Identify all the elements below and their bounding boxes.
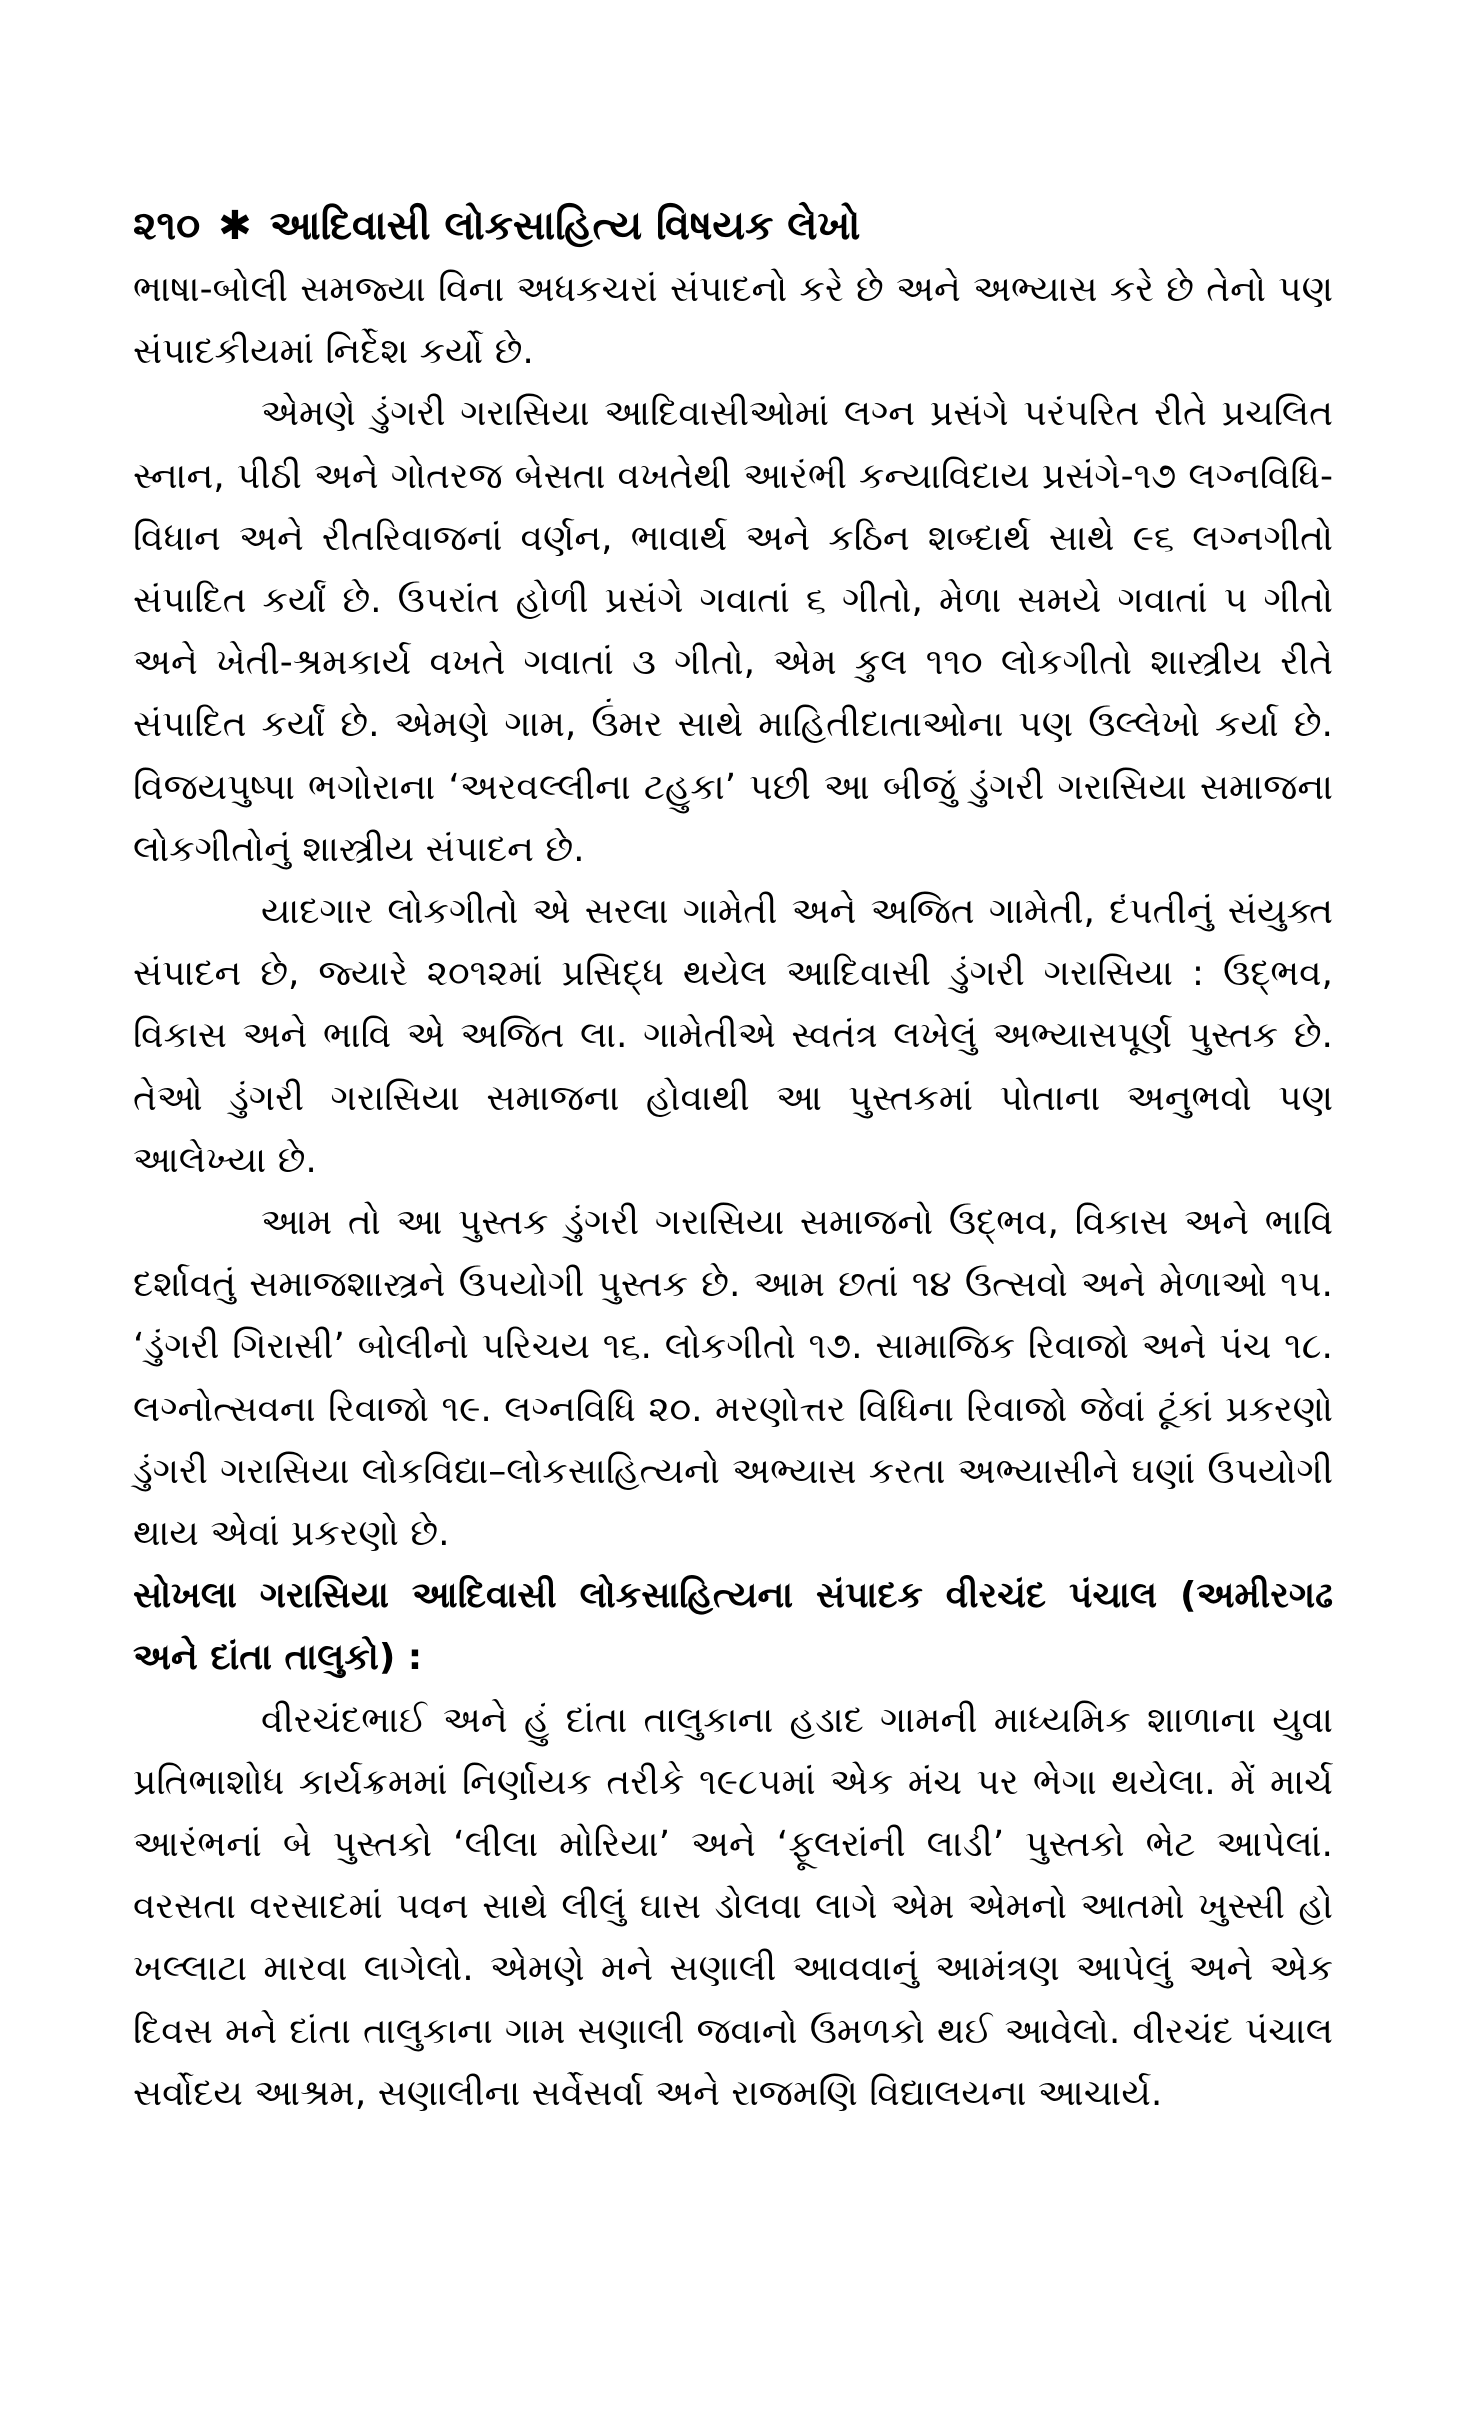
document-page — [133, 195, 1333, 2125]
paragraph-5: વીરચંદભાઈ અને હું દાંતા તાલુકાના હડાદ ગામની માધ્યમિક શાળાના યુવા પ્રતિભાશોધ કાર્યક્રમમાં નિર્ણાયક તરીકે ૧૯૮૫માં એક મંચ પર ભેગા થયેલા. મેં માર્ચ આરંભનાં બે પુસ્તકો ‘લીલા મોરિયા’ અને ‘ફૂલરાંની લાડી’ પુસ્તકો ભેટ આપેલાં. વરસતા વરસાદમાં પવન સાથે લીલું ઘાસ ડોલવા લાગે એમ એમનો આતમો ખુસ્સી હો ખલ્લાટા મારવા લાગેલો. એમણે મને સણાલી આવવાનું આમંત્રણ આપેલું અને એક દિવસ મને દાંતા તાલુકાના ગામ સણાલી જવાનો ઉમળકો થઈ આવેલો. વીરચંદ પંચાલ સર્વોદય આશ્રમ, સણાલીના સર્વેસર્વા અને રાજમણિ વિદ્યાલયના આચાર્ય. — [133, 1699, 1333, 2114]
section-subheading: સોખલા ગરાસિયા આદિવાસી લોકસાહિત્યના સંપાદક વીરચંદ પંચાલ (અમીરગઢ અને દાંતા તાલુકો) : — [133, 1575, 1333, 1679]
paragraph-3: યાદગાર લોકગીતો એ સરલા ગામેતી અને અજિત ગામેતી, દંપતીનું સંયુક્ત સંપાદન છે, જ્યારે ૨૦૧૨માં પ્રસિદ્ધ થયેલ આદિવાસી ડુંગરી ગરાસિયા : ઉદ્ભવ, વિકાસ અને ભાવિ એ અજિત લા. ગામેતીએ સ્વતંત્ર લખેલું અભ્યાસપૂર્ણ પુસ્તક છે. તેઓ ડુંગરી ગરાસિયા સમાજના હોવાથી આ પુસ્તકમાં પોતાના અનુભવો પણ આલેખ્યા છે. — [133, 891, 1333, 1181]
paragraph-2: એમણે ડુંગરી ગરાસિયા આદિવાસીઓમાં લગ્ન પ્રસંગે પરંપરિત રીતે પ્રચલિત સ્નાન, પીઠી અને ગોતરજ બેસતા વખતેથી આરંભી કન્યાવિદાય પ્રસંગે-૧૭ લગ્નવિધિ-વિધાન અને રીતરિવાજનાં વર્ણન, ભાવાર્થ અને કઠિન શબ્દાર્થ સાથે ૯૬ લગ્નગીતો સંપાદિત કર્યાં છે. ઉપરાંત હોળી પ્રસંગે ગવાતાં ૬ ગીતો, મેળા સમયે ગવાતાં ૫ ગીતો અને ખેતી-શ્રમકાર્ય વખતે ગવાતાં ૩ ગીતો, એમ કુલ ૧૧૦ લોકગીતો શાસ્ત્રીય રીતે સંપાદિત કર્યાં છે. એમણે ગામ, ઉંમર સાથે માહિતીદાતાઓના પણ ઉલ્લેખો કર્યા છે. વિજયપુષ્પા ભગોરાના ‘અરવલ્લીના ટહુકા’ પછી આ બીજું ડુંગરી ગરાસિયા સમાજના લોકગીતોનું શાસ્ત્રીય સંપાદન છે. — [133, 393, 1334, 870]
asterisk-icon: ✱ — [218, 203, 252, 249]
running-header — [133, 195, 1333, 257]
book-title: આદિવાસી લોકસાહિત્ય વિષયક લેખો — [269, 203, 861, 249]
page-number: ૨૧૦ — [133, 203, 201, 249]
paragraph-4: આમ તો આ પુસ્તક ડુંગરી ગરાસિયા સમાજનો ઉદ્ભવ, વિકાસ અને ભાવિ દર્શાવતું સમાજશાસ્ત્રને ઉપયોગી પુસ્તક છે. આમ છતાં ૧૪ ઉત્સવો અને મેળાઓ ૧૫. ‘ડુંગરી ગિરાસી’ બોલીનો પરિચય ૧૬. લોકગીતો ૧૭. સામાજિક રિવાજો અને પંચ ૧૮. લગ્નોત્સવના રિવાજો ૧૯. લગ્નવિધિ ૨૦. મરણોત્તર વિધિના રિવાજો જેવાં ટૂંકાં પ્રકરણો ડુંગરી ગરાસિયા લોકવિદ્યા–લોકસાહિત્યનો અભ્યાસ કરતા અભ્યાસીને ઘણાં ઉપયોગી થાય એવાં પ્રકરણો છે. — [133, 1202, 1333, 1555]
paragraph-1: ભાષા-બોલી સમજ્યા વિના અધકચરાં સંપાદનો કરે છે અને અભ્યાસ કરે છે તેનો પણ સંપાદકીયમાં નિર્દેશ કર્યો છે. — [133, 269, 1333, 373]
